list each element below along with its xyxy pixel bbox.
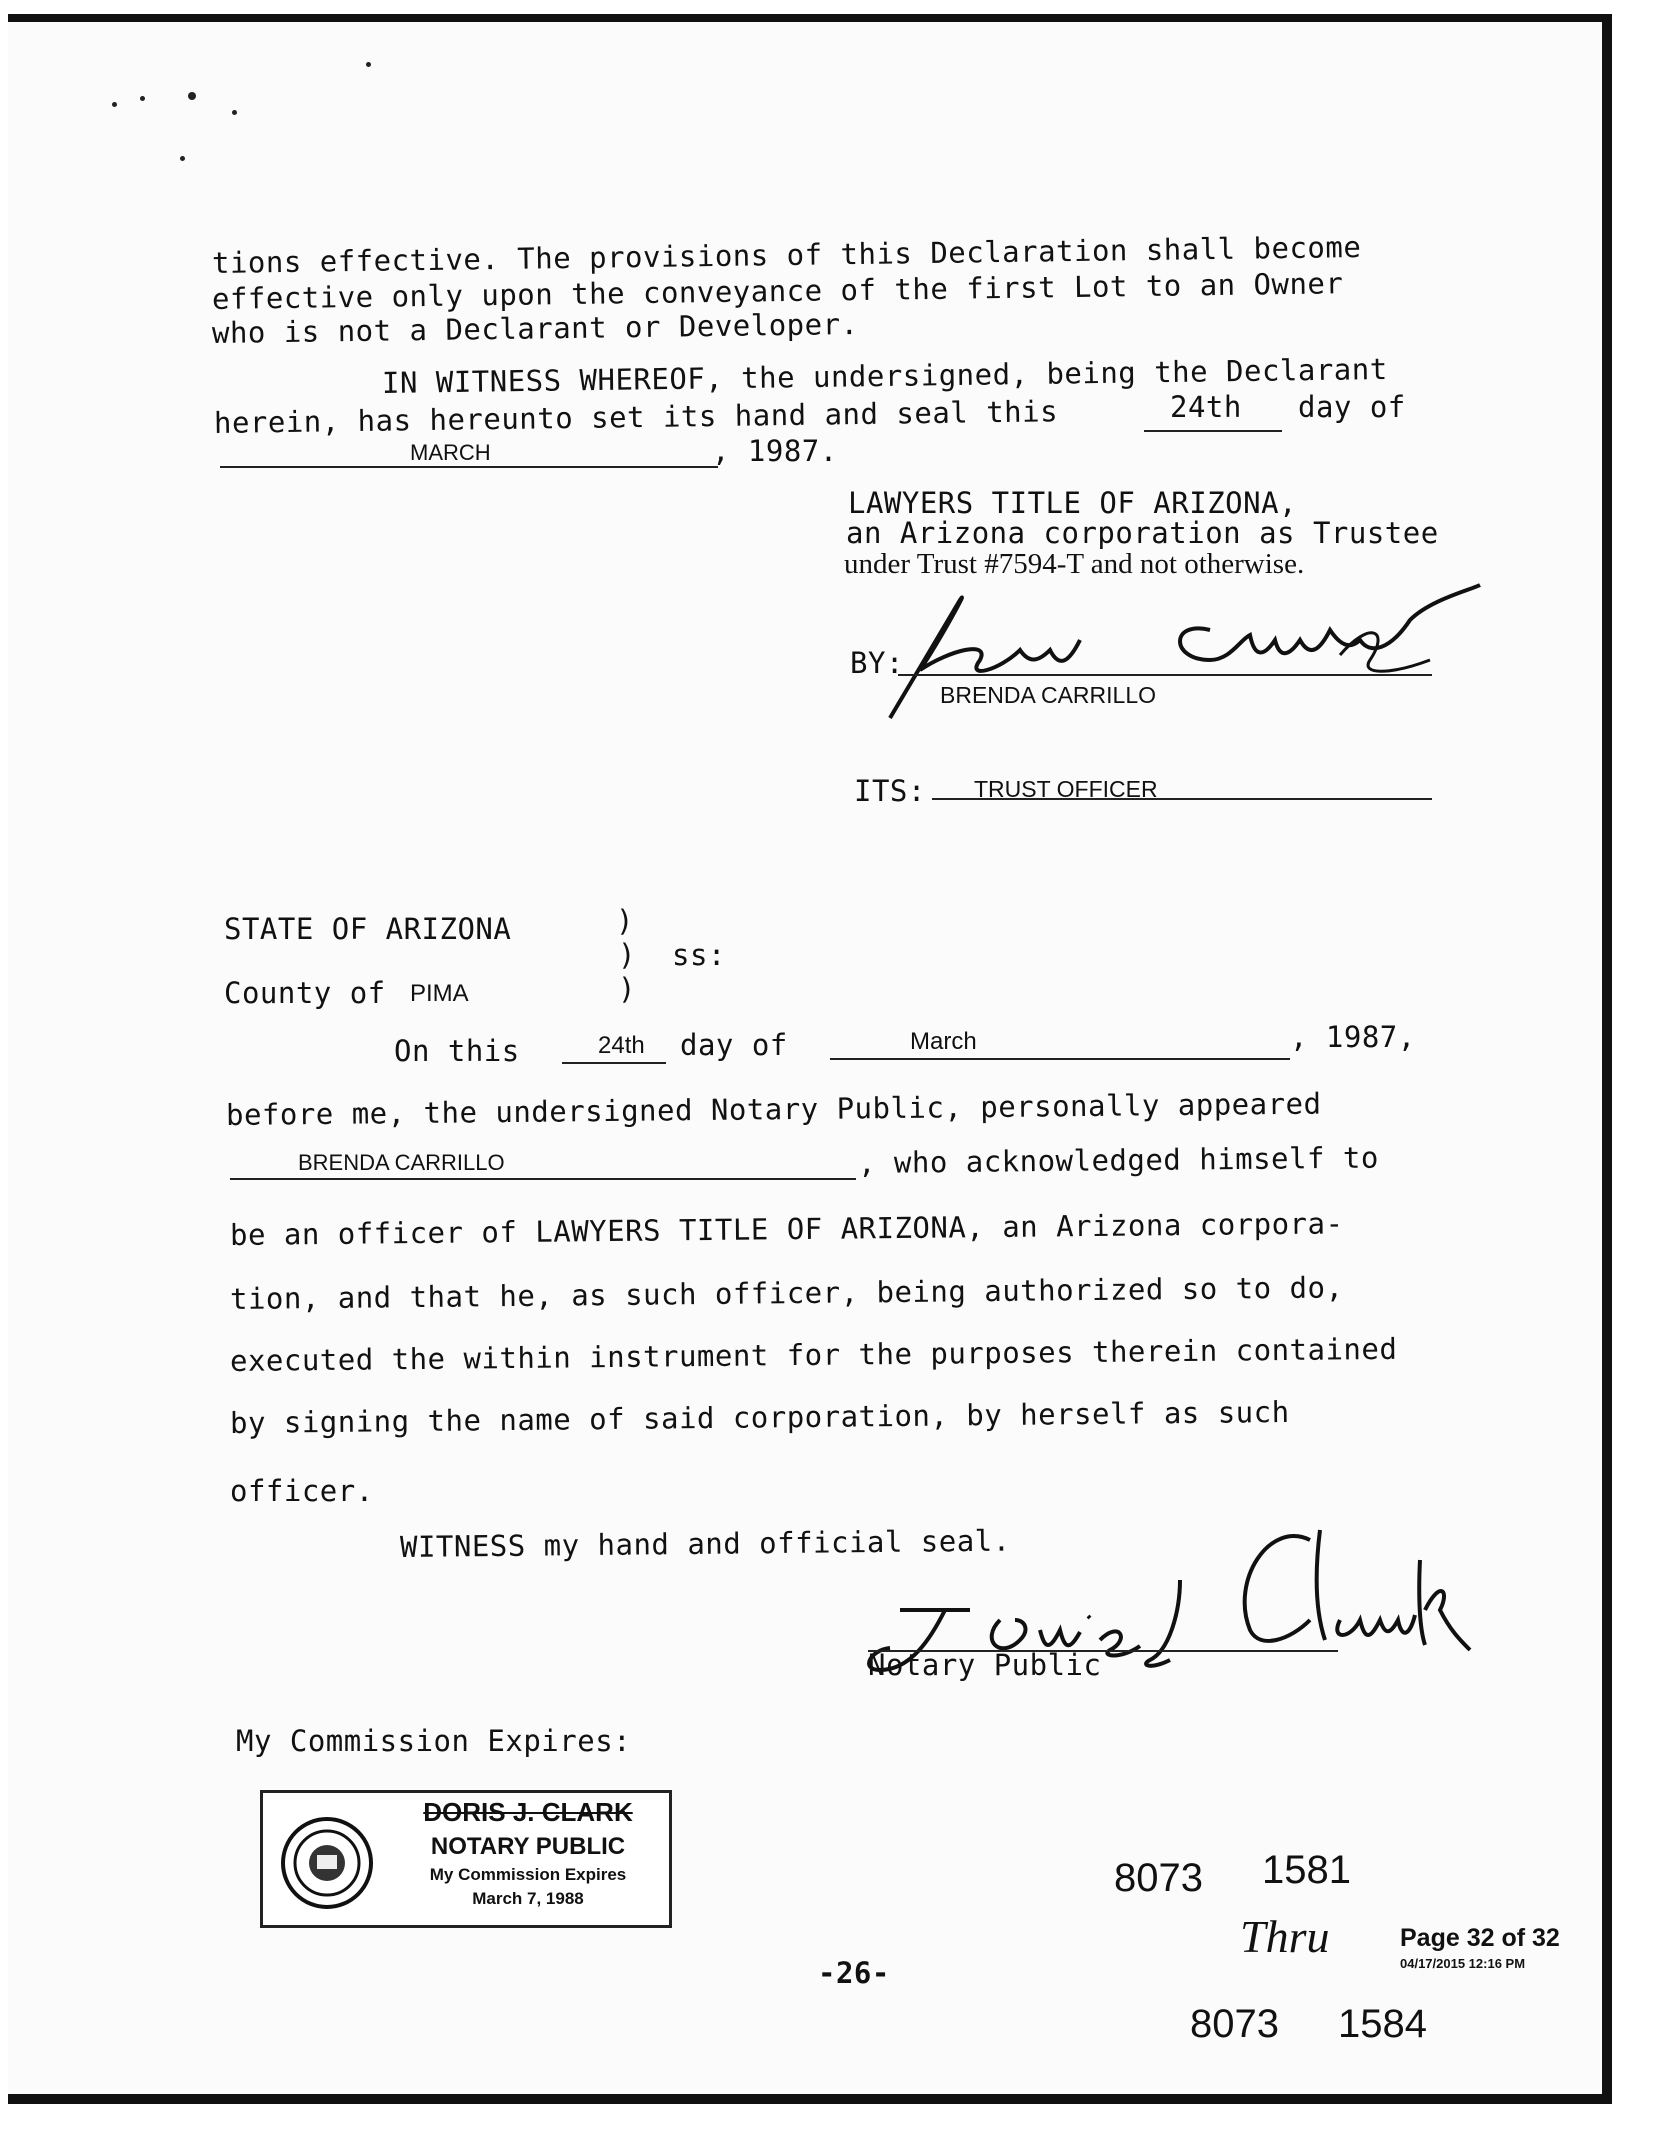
signer-name: BRENDA CARRILLO	[940, 682, 1157, 708]
page-marker-timestamp: 04/17/2015 12:16 PM	[1400, 1956, 1526, 1971]
stamp-title: NOTARY PUBLIC	[430, 1833, 626, 1860]
stamp-name: DORIS J. CLARK	[423, 1797, 633, 1827]
scan-speck	[180, 156, 185, 161]
witness-clause-line: IN WITNESS WHEREOF, the undersigned, being the Declarant	[381, 351, 1388, 400]
witness-month: MARCH	[410, 440, 491, 465]
paragraph-line: who is not a Declarant or Developer.	[211, 306, 859, 350]
ack-line: executed the within instrument for the purposes therein contained	[229, 1331, 1398, 1378]
venue-ss: ss:	[672, 938, 726, 972]
by-label: BY:	[850, 646, 904, 680]
scan-speck	[112, 102, 117, 107]
docket-bottom: 8073	[1190, 2002, 1279, 2046]
signatory-company: LAWYERS TITLE OF ARIZONA,	[848, 486, 1297, 520]
venue-paren: )	[618, 972, 636, 1006]
docket-top: 8073	[1114, 1856, 1203, 1900]
ack-line: be an officer of LAWYERS TITLE OF ARIZONA, an Arizona corpora-	[229, 1206, 1344, 1252]
signature-line	[898, 674, 1432, 676]
ack-day-underline	[562, 1062, 666, 1064]
scan-speck	[188, 92, 196, 100]
witness-day-suffix: day of	[1298, 390, 1406, 424]
paragraph-line: effective only upon the conveyance of the first Lot to an Owner	[211, 266, 1344, 316]
signer-title: TRUST OFFICER	[974, 776, 1158, 802]
thru-handwritten: Thru	[1240, 1911, 1330, 1962]
witness-clause-line: herein, has hereunto set its hand and seal this	[213, 394, 1059, 440]
notary-stamp	[260, 1790, 672, 1928]
venue-county-label: County of	[224, 976, 386, 1010]
witness-day: 24th	[1170, 390, 1242, 424]
ack-day: 24th	[598, 1032, 645, 1059]
scan-speck	[140, 96, 145, 101]
notary-label: Notary Public	[868, 1648, 1102, 1682]
ack-line: officer.	[230, 1474, 374, 1508]
signatory-description: an Arizona corporation as Trustee	[846, 516, 1439, 550]
scan-speck	[366, 62, 371, 67]
page-marker-label: Page 32 of 32	[1400, 1924, 1560, 1952]
page-top: 1581	[1262, 1848, 1351, 1892]
month-underline	[220, 466, 718, 468]
ack-line: tion, and that he, as such officer, being authorized so to do,	[229, 1270, 1344, 1316]
venue-paren: )	[616, 904, 634, 938]
witness-year: , 1987.	[712, 434, 838, 468]
page-bottom: 1584	[1338, 2002, 1427, 2046]
venue-paren: )	[618, 938, 636, 972]
ack-line: by signing the name of said corporation, by herself as such	[229, 1394, 1290, 1440]
ack-month: March	[910, 1028, 977, 1055]
venue-state: STATE OF ARIZONA	[224, 912, 512, 946]
stamp-expires-date: March 7, 1988	[472, 1889, 584, 1908]
stamp-expires-label: My Commission Expires	[429, 1865, 627, 1884]
day-underline	[1144, 430, 1282, 432]
paragraph-line: tions effective. The provisions of this Declaration shall become	[211, 229, 1362, 280]
commission-label: My Commission Expires:	[236, 1724, 632, 1758]
ack-line: , who acknowledged himself to	[857, 1140, 1379, 1180]
ack-month-underline	[830, 1058, 1290, 1060]
ack-name-underline	[230, 1178, 856, 1180]
ack-year: , 1987,	[1290, 1020, 1416, 1054]
ack-line: before me, the undersigned Notary Public, personally appeared	[225, 1086, 1322, 1132]
ack-appeared-name: BRENDA CARRILLO	[298, 1150, 505, 1175]
ack-on-this: On this	[394, 1034, 520, 1068]
witness-seal-line: WITNESS my hand and official seal.	[399, 1523, 1011, 1564]
signatory-trust: under Trust #7594-T and not otherwise.	[844, 548, 1305, 580]
venue-county: PIMA	[410, 980, 469, 1007]
notary-seal-icon	[279, 1815, 375, 1911]
ack-day-of: day of	[680, 1028, 788, 1062]
page-number: -26-	[818, 1956, 890, 1990]
its-label: ITS:	[854, 774, 926, 808]
scan-speck	[232, 110, 237, 115]
